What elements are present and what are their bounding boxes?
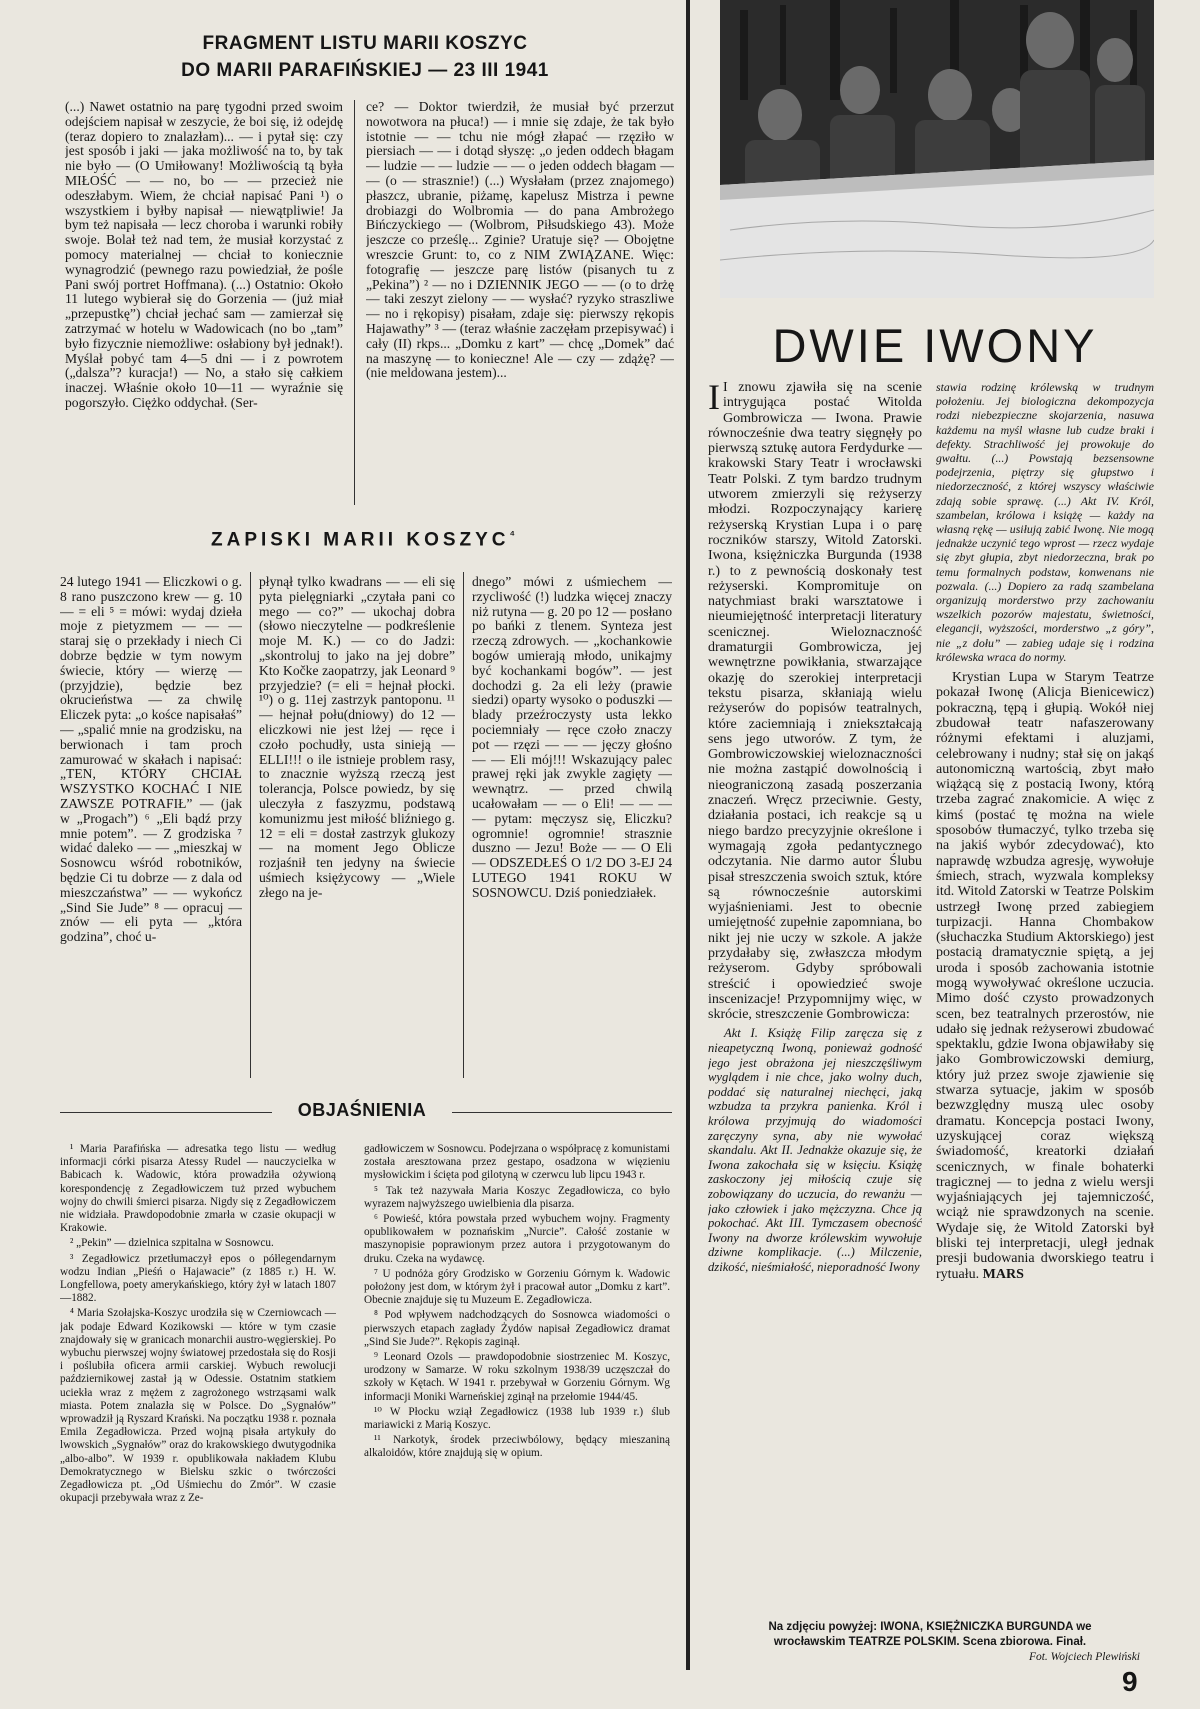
letter-text-2: ce? — Doktor twierdził, że musiał być przerzut nowotwora na płuca!) — i mnie się zdaje, że tak było istotnie — — tchu nie mógł złapać — rzęziło w piersiach — — i dotąd słyszę: „o jeden oddech błagam — ludzie — — ludzie — — o jeden oddech błagam — — (o — strasznie!) (...) Wysłałam (przez znajomego) płaszcz, ubranie, piżamę, kapelusz Mistrza i pewne drobiazgi do Wolbromia — do pana Ambrożego Bińczyckiego — (Wolbrom, Piłsudskiego 43). Może jeszcze co prześlę... Zginie? Uratuje się? — Obojętne wreszcie Grunt: to, co z NIM ZWIĄZANE. Więc: fotografię — jeszcze parę listów (pisanych tu z „Pekina”) ² — no i DZIENNIK JEGO — — (o to drżę — taki zeszyt zielony — — wysłać? ryzyko straszliwe — no i rękopisy) pisałam, zdaje się: pierwszy rękopis Hajawathy” ³ — (teraz właśnie zaczęłam przepisywać) i cały (II) rkps... „Domku z kart” — chcę „Domek” dać na maszynę — to konieczne! Ale — czy — zdążę? — (nie meldowana jestem)...	[366, 100, 674, 381]
rule-left	[60, 1112, 272, 1113]
review-body: I znowu zjawiła się na scenie intrygująca postać Witolda Gombrowicza — Iwona. Prawie równocześnie dwa teatry sięgnęły po pierwszą sztukę autora Ferdydurke — krakowski Stary Teatr i wrocławski Teatr Polski. Z tym bardzo trudnym utworem zmierzyli się reżyserzy młodzi. Rozpoczynający karierę reżyserską Krystian Lupa i o parę roczników starszy, Witold Zatorski. Iwona, księżniczka Burgunda (1938 r.) to z pewnością doskonały test reżyserski. Kompromituje on natychmiast braki warsztatowe i nieumiejętność interpretacji literatury scenicznej. Wieloznaczność dramaturgii Gombrowicza, jej wewnętrzne powikłania, stwarzające okazję do szerokiej interpretacji tekstu pisarza, skłaniają wielu reżyserów do popisów teatralnych, które zaciemniają i zniekształcają sens jego utworów. Z tym, że Gombrowiczowskiej wieloznaczności nie można zastąpić dowolnością i nieograniczoną zasadą poszerzania znaczeń. Wręcz przeciwnie. Gesty, działania postaci, ich reakcje są u niego bardzo precyzyjnie określone i wymagają zgoła pedantycznego odczytania. Nie darmo autor Ślubu pisał streszczenia swoich sztuk, które są równocześnie autorskimi wyjaśnieniami. Jest to obecnie umiejętność zupełnie zapomniana, bo nikt jej nie uczy w szkole. A jakże przydałaby się, zwłaszcza młodym reżyserom. Gdyby spróbowali streścić i opowiedzieć swoje inscenizacje! Przypomnijmy więc, w skrócie, streszczenie Gombrowicza:	[708, 380, 922, 1023]
footnote: ⁴ Maria Szołajska-Koszyc urodziła się w Czerniowcach — jak podaje Edward Kozikowski — które w tym czasie znajdowały się w granicach monarchii austro-węgierskiej. Po wybuchu pierwszej wojny światowej przedostała się do Rosji i poślubiła oficera armii carskiej. Wybuch rewolucji październikowej zastał ją w Odessie. Ostatnim statkiem uciekła wraz z mężem z zagrożonego wstrząsami walk miasta. Potem znalazła się w Polsce. Do „Sygnałów” wprowadził ją Ryszard Krański. Na początku 1938 r. poznała Emila Zegadłowicza. Przed wojną pisała artykuły do lwowskich „Sygnałów” oraz do krakowskiego dwutygodnika „albo-albo”. W 1939 r. opublikowała nakładem Klubu Demokratycznego w Bielsku szkic o twórczości Zegadłowicza pt. „Od Uśmiechu do Zmór”. W czasie okupacji przebywała wraz z Ze-	[60, 1307, 336, 1505]
footnote: ⁷ U podnóża góry Grodzisko w Gorzeniu Górnym k. Wadowic położony jest dom, w którym żył i pracował autor „Domku z kart”. Obecnie znajduje się tu Muzeum E. Zegadłowicza.	[364, 1267, 670, 1307]
caption-line1: Na zdjęciu powyżej: IWONA, KSIĘŻNICZKA BURGUNDA we	[768, 1621, 1092, 1633]
explanations-column-1	[60, 1143, 336, 1699]
letter-text-1: (...) Nawet ostatnio na parę tygodni przed swoim odejściem napisał w zeszycie, że boi się, iż odejdę (teraz dopiero to znalazłam)... — i pytał się: czy jest sposób i jaki — jaka możliwość na to, by tak nie było — (O Umiłowany! Możliwością tą była MIŁOŚĆ — — no, bo — — przecież nie odeszłabym. Wiem, że chciał napisać Pani ¹) o wszystkiem i byłby napisał — niewątpliwie! Ja bym też napisała — lecz choroba i warunki robiły swoje. Bolał też nad tem, że musiał korzystać z pomocy materialnej — chciał to koniecznie wynagrodzić (pewnego razu powiedział, że pośle Pani swój portret Hoffmana). (...) Ostatnio: Około 11 lutego wybierał się do Gorzenia — (już miał „przepustkę”) chciał jechać sam — zamierzał się zatrzymać w hotelu w Wadowicach (no bo „tam” było fizycznie niemożliwe: osłabiony był jednak!). Myślał pobyć tam 4—5 dni — i z powrotem („dalsza”? kuracja!) — No, a stało się całkiem inaczej. Właśnie około 10—11 — wyraźnie się pogorszyło. Ciężko oddychał. (Ser-	[65, 100, 343, 410]
footnote: ¹ Maria Parafińska — adresatka tego listu — według informacji córki pisarza Atessy Rudel — nauczycielka w Babicach k. Wadowic, która prowadziła ożywioną korespondencję z Zegadłowiczem tuż przed wybuchem wojny do chwili śmierci pisarza. Nigdy się z Zegadłowiczem nie widziała. Prawdopodobnie zmarła w czasie okupacji w Krakowie.	[60, 1143, 336, 1235]
review-critique	[936, 670, 1154, 1282]
explanations-column-2	[364, 1143, 670, 1699]
footnote: ⁶ Powieść, która powstała przed wybuchem wojny. Fragmenty opublikowałem w poznańskim „Nurcie”. Całość zostanie w maszynopisie poprawionym przez autora i przygotowanym do druku. Czeka na wydawcę.	[364, 1213, 670, 1265]
footnote: ⁸ Pod wpływem nadchodzących do Sosnowca wiadomości o pierwszych etapach zagłady Żydów napisał Zegadłowicz dramat „Sind Sie Jude?”. Rękopis zaginął.	[364, 1309, 670, 1348]
notes-text-2: płynął tylko kwadrans — — eli się pyta pielęgniarki „czytała pani co mego — co?” — ukochaj dobra (słowo nieczytelne — podkreślenie moje M. K.) — co do Jadzi: „skontroluj to jako na jej dobre” Kto Kočke zaopatrzy, jak Leonard ⁹ przyjedzie? (= eli = hejnał płocki. ¹⁰) o g. 11ej zastrzyk pantoponu. ¹¹ — hejnał połu(dniowy) do 12 — eliczkowi nie jest lżej — ręce i czoło pochudły, usta sinieją — ELLI!!! o ile istnieje problem rasy, to znacznie wyższą rzeczą jest tolerancja, Polsce powiedz, by się uleczyła z faszyzmu, podstawą komunizmu jest miłość bliźniego g. 12 = eli = dostał zastrzyk glukozy — na moment Jego Oblicze rozjaśnił ten jedyny na świecie uśmiech księżycowy — „Wiele złego na je-	[259, 575, 455, 900]
notes-column-1	[60, 575, 242, 1078]
review-column-2	[936, 380, 1154, 1607]
footnote: gadłowiczem w Sosnowcu. Podejrzana o współpracę z komunistami została aresztowana przez gestapo, osadzona w więzieniu mysłowickim i ścięta pod gilotyną w czerwcu lub lipcu 1943 r.	[364, 1143, 670, 1182]
page-number: 9	[1122, 1666, 1138, 1697]
letter-title-line1: FRAGMENT LISTU MARII KOSZYC	[202, 33, 528, 54]
synopsis-continued	[936, 380, 1154, 664]
footnote: ³ Zegadłowicz przetłumaczył epos o półlegendarnym wodzu Indian „Pieśń o Hajawacie” (z 1885 r.) H. W. Longfellowa, poety amerykańskiego, który żył w latach 1807—1882.	[60, 1252, 336, 1305]
drop-cap: I	[708, 380, 720, 417]
review-text-1	[708, 380, 922, 1022]
column-divider	[463, 572, 464, 1078]
letter-column-1	[65, 100, 343, 506]
stage-photo-image	[720, 0, 1154, 298]
synopsis	[708, 1026, 922, 1274]
notes-title-footnote: ⁴	[509, 529, 519, 541]
synopsis-continued-text: stawia rodzinę królewską w trudnym położeniu. Jej biologiczna dekompozycja rodzi niebezpieczne skojarzenia, nasuwa każdemu na myśl własne lub cudze braki i defekty. Strachliwość jej prowokuje do gwałtu. (...) Powstają bezsensowne podejrzenia, piętrzy się głupstwo i niedorzeczność, z której wszyscy właściwie zdają sobie sprawę. (...) Akt IV. Król, szambelan, królowa i książę — każdy na własną rękę — usiłują zabić Iwonę. Nie mogą jednakże uczynić tego wprost — rzecz wydaje się zbyt głupia, zbyt niedorzeczna, brak po temu formalnych podstaw, konwenans nie pozwala. (...) Dopiero za radą szambelana organizują morderstwo przy zachowaniu wszelkich pozorów majestatu, świetności, elegancji, wyższości, morderstwo „z góry”, nie „z dołu” — zabieg udaje się i rodzina królewska wraca do normy.	[936, 380, 1154, 664]
rule-right	[452, 1112, 672, 1113]
footnote: ⁵ Tak też nazywała Maria Koszyc Zegadłowicza, co było wyrazem najwyższego uwielbienia dla pisarza.	[364, 1184, 670, 1210]
review-headline: DWIE IWONY	[772, 319, 1098, 372]
letter-title-line2: DO MARII PARAFIŃSKIEJ — 23 III 1941	[181, 60, 549, 81]
notes-column-3	[472, 575, 672, 1078]
synopsis-text: Akt I. Książę Filip zaręcza się z nieapetyczną Iwoną, ponieważ godność jego jest obrażona jej nieszczęśliwym wyglądem i nie chce, jako wolny duch, poddać się naturalnej niechęci, jaką wzbudza ta przykra panienka. Król i królowa przyjmują do wiadomości zaręczyny syna, aby nie wywołać skandalu. Akt II. Jednakże okazuje się, że Iwona zakochała się w księciu. Książę zaskoczony jej miłością czuje się zobowiązany do uczucia, do rewanżu — jako człowiek i jako mężczyzna. Chce ją pokochać. Akt III. Tymczasem obecność Iwony na dworze królewskim wywołuje dziwne komplikacje. (...) Milczenie, dzikość, nieśmiałość, nieporadność Iwony	[708, 1026, 922, 1274]
notes-text-1: 24 lutego 1941 — Eliczkowi o g. 8 rano puszczono krew — g. 10 — = eli ⁵ = mówi: wydaj dzieła moje z pietyzmem — — — staraj się o przekłady i niech Ci dobrze będzie w tym nowym świecie, który — wierzę — (przyjdzie), będzie bez okrucieństwa — za chwilę Eliczek pyta: „o kośce napisałaś” — „spalić mnie na grodzisku, na berwionach i tam proch zamurować w skałach i napisać: „TEN, KTÓRY CHCIAŁ WSZYSTKO KOCHAĆ I NIE ZAWSZE POTRAFIŁ” — (jak w „Progach”) ⁶ „Eli bądź przy mnie potem”. — Z grodziska ⁷ widać daleko — — „mieszkaj w Sosnowcu wśród robotników, będzie Ci tu dobrze — z dala od mieszczaństwa” — — wykończ „Sind Sie Jude” ⁸ — opracuj — znów — eli pyta — „która godzina”, choć u-	[60, 575, 242, 945]
column-divider	[250, 572, 251, 1078]
review-signature: MARS	[982, 1266, 1024, 1282]
caption-credit: Fot. Wojciech Plewiński	[1028, 1651, 1140, 1663]
explanations-title: OBJAŚNIENIA	[297, 1100, 427, 1120]
notes-title-text: ZAPISKI MARII KOSZYC	[211, 529, 510, 551]
caption-line2: wrocławskim TEATRZE POLSKIM. Scena zbiorowa. Finał.	[773, 1636, 1087, 1648]
footnote: ⁹ Leonard Ozols — prawdopodobnie siostrzeniec M. Koszyc, urodzony w Samarze. W roku szkolnym 1938/39 uczęszczał do szkoły w Kętach. W 1941 r. przebywał w Gorzeniu Górnym. Wg informacji Moniki Warneńskiej zginął na przełomie 1944/45.	[364, 1351, 670, 1403]
column-divider	[354, 100, 355, 505]
stage-photo	[720, 0, 1154, 298]
footnote: ¹⁰ W Płocku wziął Zegadłowicz (1938 lub 1939 r.) ślub mariawicki z Marią Koszyc.	[364, 1405, 670, 1432]
letter-title	[150, 30, 580, 84]
notes-title	[150, 522, 580, 553]
photo-caption	[700, 1620, 1160, 1665]
footnote: ² „Pekin” — dzielnica szpitalna w Sosnowcu.	[70, 1237, 274, 1250]
notes-text-3: dnego” mówi z uśmiechem — rzycliwość (!) ludzka więcej znaczy niż rutyna — g. 20 po 12 — posłano po bańki z tlenem. Synteza jest rzeczą zdrowych. — „kochankowie bogów umierają młodo, unikajmy być kochankami bogów”. — jest dochodzi g. 2a eli leży (prawie siedzi) oparty wysoko o poduszki — blady przeźroczysty usta lekko pociemniały — ręce czoło znaczy pot — rzęzi — — — jęczy głośno — — Eli mój!!! Wskazujący palec prawej ręki jak zwykle zagięty — wewnątrz. — przed chwilą ucałowałam — — o Eli! — — — — pytam: męczysz się, Eliczku? ogromnie! ogromnie! strasznie duszno — Jezu! Boże — — O Eli — ODSZEDŁEŚ O 1/2 DO 3-EJ 24 LUTEGO 1941 ROKU W SOSNOWCU. Dziś poniedziałek.	[472, 575, 672, 900]
page-divider	[686, 0, 690, 1670]
review-column-1	[708, 380, 922, 1607]
review-critique-body: Krystian Lupa w Starym Teatrze pokazał Iwonę (Alicja Bienicewicz) pokraczną, tępą i głupią. Wokół niej zbudował teatr nafaszerowany różnymi efektami i aluzjami, celebrowany i nudny; stał się on jakąś autonomiczną wartością, zbyt mało wiążącą się z postacią Iwony, którą trzeba zagrać znakomicie. A więc z kimś (postać tę można na wiele sposobów tłumaczyć, tylko trzeba się na jakiś wybór zdecydować), kto naprawdę wzbudza agresję, wywołuje śmiech, strach, wyzwala kompleksy itd. Witold Zatorski w Teatrze Polskim ustrzegł Iwonę przed zabiegiem turpizacji. Hanna Chombakow (słuchaczka Studium Aktorskiego) jest postacią dramatycznie spiętą, a jej uroda i sposób zachowania istotnie mogą wywoływać określone uczucia. Mimo dość czysto prowadzonych scen, bez teatralnych przerostów, nie udało się jednak reżyserowi zbudować spektaklu, gdzie Iwona objawiłaby się jako Gombrowiczowski demiurg, który już przez swoje zjawienie się stwarza sytuacje, jakim w sposób bezwzględny muszą ulec osoby dramatu. Koncepcja postaci Iwony, uzyskującej coraz większą świadomość, kreatorki działań scenicznych, w finale bohaterki tragicznej — to jedna z wielu wersji wyjaśniających jej tajemniczość, wciąż nie sprawdzonych na scenie. Wydaje się, że Witold Zatorski był bliski tej interpretacji, uległ jednak presji budowania dworskiego teatru i rytuału.	[936, 670, 1154, 1282]
letter-column-2	[366, 100, 674, 506]
notes-column-2	[259, 575, 455, 1078]
review-critique-text	[936, 670, 1154, 1282]
footnote: ¹¹ Narkotyk, środek przeciwbólowy, będący mieszaniną alkaloidów, które znajdują się w opium.	[364, 1434, 670, 1460]
